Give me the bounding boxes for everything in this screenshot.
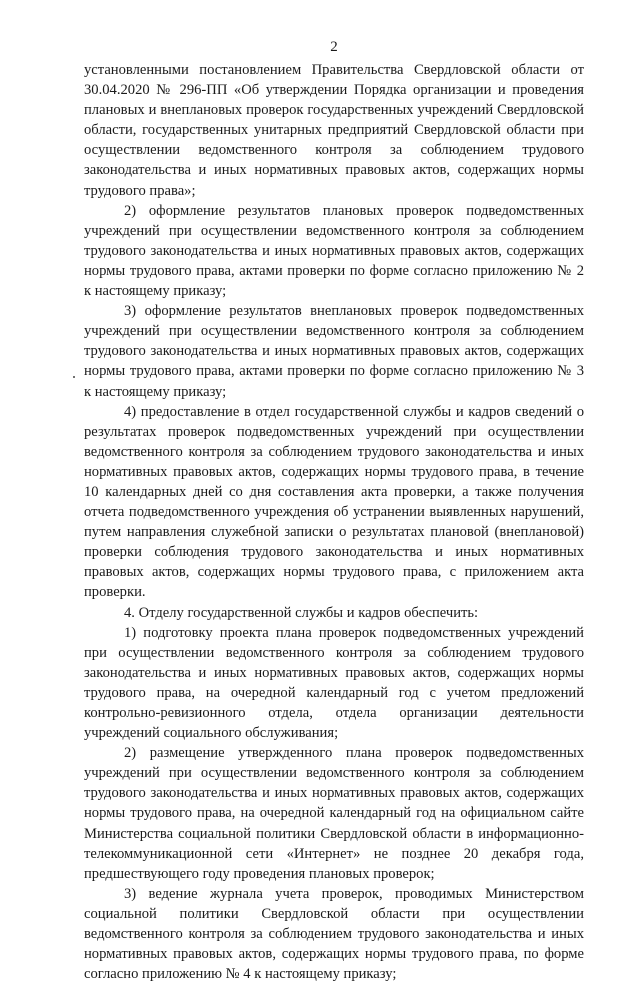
- paragraph-item-1-plan-preparation: 1) подготовку проекта плана проверок подведомственных учреждений при осуществлении ведомственного контроля за соблюдением трудового законодательства и иных нормативных правовых актов, содержащих нормы трудового права, на очередной календарный год с учетом предложений контрольно-ревизионного отдела, отдела организации деятельности учреждений социального обслуживания;: [84, 624, 584, 742]
- page-number: 2: [330, 39, 338, 55]
- document-page: [84, 38, 584, 984]
- paragraph-item-3-unplanned-results: 3) оформление результатов внеплановых проверок подведомственных учреждений при осуществлении ведомственного контроля за соблюдением трудового законодательства и иных нормативных правовых актов, содержащих нормы трудового права, актами проверки по форме согласно приложению № 3 к настоящему приказу;: [84, 303, 584, 400]
- paragraph-continuation: установленными постановлением Правительства Свердловской области от 30.04.2020 № 296-ПП «Об утверждении Порядка организации и проведения плановых и внеплановых проверок государственных учреждений Свердловской области, государственных унитарных предприятий Свердловской области при осуществлении ведомственного контроля за соблюдением трудового законодательства и иных нормативных правовых актов, содержащих нормы трудового права»;: [84, 62, 584, 199]
- paragraph-item-2-planned-results: 2) оформление результатов плановых проверок подведомственных учреждений при осуществлении ведомственного контроля за соблюдением трудового законодательства и иных нормативных правовых актов, содержащих нормы трудового права, актами проверки по форме согласно приложению № 2 к настоящему приказу;: [84, 202, 584, 300]
- paragraph-item-3-journal: 3) ведение журнала учета проверок, проводимых Министерством социальной политики Свердловской области при осуществлении ведомственного контроля за соблюдением трудового законодательства и иных нормативных правовых актов, содержащих нормы трудового права, по форме согласно приложению № 4 к настоящему приказу;: [84, 885, 584, 983]
- paragraph-item-2-plan-publication: 2) размещение утвержденного плана проверок подведомственных учреждений при осуществлении ведомственного контроля за соблюдением трудового законодательства и иных нормативных правовых актов, содержащих нормы трудового права, на очередной календарный год на официальном сайте Министерства социальной политики Свердловской области в информационно-телекоммуникационной сети «Интернет» не позднее 20 декабря года, предшествующего году проведения плановых проверок;: [84, 745, 584, 882]
- scan-speck: [73, 376, 75, 378]
- paragraph-section-4-heading: 4. Отделу государственной службы и кадров обеспечить:: [124, 604, 479, 621]
- paragraph-item-4-reporting: 4) предоставление в отдел государственной службы и кадров сведений о результатах проверок подведомственных учреждений при осуществлении ведомственного контроля за соблюдением трудового законодательства и иных нормативных правовых актов, содержащих нормы трудового права, в течение 10 календарных дней со дня составления акта проверки, а также получения отчета подведомственного учреждения об устранении выявленных нарушений, путем направления служебной записки о результатах плановой (внеплановой) проверки соблюдения трудового законодательства и иных нормативных правовых актов, содержащих нормы трудового права, с приложением акта проверки.: [84, 403, 584, 601]
